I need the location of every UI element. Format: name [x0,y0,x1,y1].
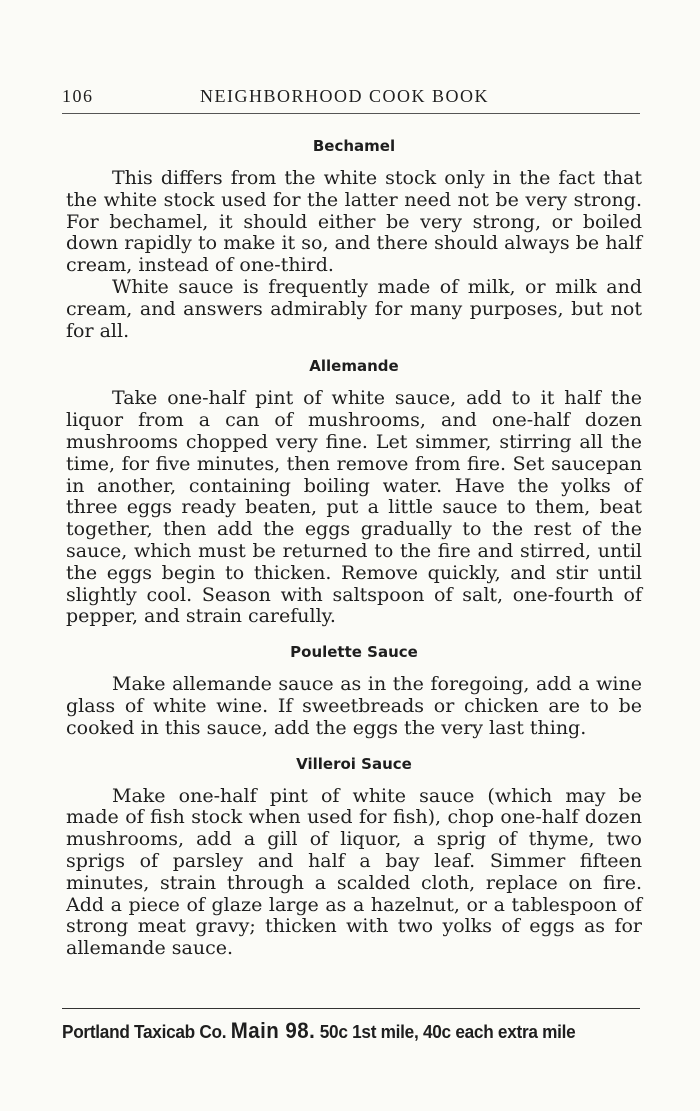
ad-company: Portland Taxicab Co. [62,1021,227,1042]
section-heading-allemande: Allemande [309,357,399,376]
paragraph: White sauce is frequently made of milk, or milk and cream, and answers admirably for many purposes, but not for all. [66,275,642,342]
page-number: 106 [62,86,94,106]
footer-rule [62,1008,640,1009]
running-header [62,86,640,110]
ad-rates: 50c 1st mile, 40c each extra mile [319,1021,576,1042]
header-rule [62,113,640,114]
ad-phone: Main 98. [230,1018,316,1043]
section-heading-bechamel: Bechamel [312,137,396,155]
paragraph: Take one-half pint of white sauce, add to it half the liquor from a can of mushrooms, and one-half dozen mushrooms chopped very fine. Let simmer, stirring all the time, for five minutes, then remove from fire. Set saucepan in another, containing boiling water. Have the yolks of three eggs ready beaten, put a little sauce to them, beat together, then add the eggs gradually to the rest of the sauce, which must be returned to the fire and stirred, until the eggs begin to thicken. Remove quickly, and stir until slightly cool. Season with saltspoon of salt, one-fourth of pepper, and strain carefully. [66,387,642,628]
paragraph: Make allemande sauce as in the foregoing, add a wine glass of white wine. If sweetbreads or chicken are to be cooked in this sauce, add the eggs the very last thing. [66,673,642,739]
paragraph: Make one-half pint of white sauce (which may be made of fish stock when used for fish), chop one-half dozen mushrooms, add a gill of liquor, a sprig of thyme, two sprigs of parsley and half a bay leaf. Simmer fifteen minutes, strain through a scalded cloth, replace on fire. Add a piece of glaze large as a hazelnut, or a tablespoon of strong meat gravy; thicken with two yolks of eggs as for allemande sauce. [66,784,642,960]
advertisement-footer [62,1018,601,1044]
paragraph: This differs from the white stock only in the fact that the white stock used for the latter need not be very strong. For bechamel, it should either be very strong, or boiled down rapidly to make it so, and there should always be half cream, instead of one-third. [66,167,642,277]
section-heading-villeroi-sauce: Villeroi Sauce [296,754,412,773]
book-title: NEIGHBORHOOD COOK BOOK [200,86,489,106]
section-heading-poulette-sauce: Poulette Sauce [290,643,418,662]
recipe-content [66,136,642,960]
